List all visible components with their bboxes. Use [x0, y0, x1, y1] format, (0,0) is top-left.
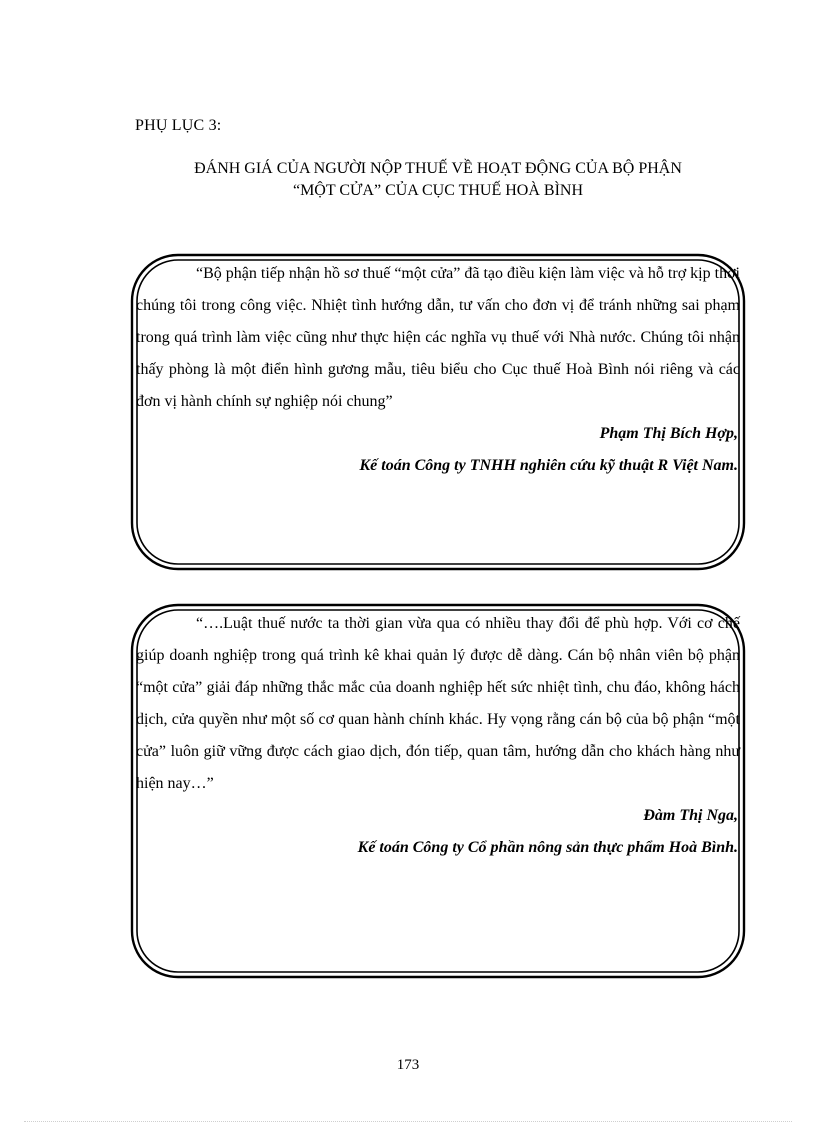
document-title	[100, 158, 776, 202]
testimonial-quote-1: “Bộ phận tiếp nhận hồ sơ thuế “một cửa” đã tạo điều kiện làm việc và hỗ trợ kịp thời chúng tôi trong công việc. Nhiệt tình hướng dẫn, tư vấn cho đơn vị để tránh những sai phạm trong quá trình làm việc cũng như thực hiện các nghĩa vụ thuế với Nhà nước. Chúng tôi nhận thấy phòng là một điển hình gương mẫu, tiêu biểu cho Cục thuế Hoà Bình nói riêng và các đơn vị hành chính sự nghiệp nói chung”	[136, 265, 740, 410]
appendix-label: PHỤ LỤC 3:	[135, 117, 222, 134]
testimonial-author-name-2: Đàm Thị Nga,	[643, 807, 738, 824]
testimonial-box-1	[130, 253, 746, 571]
page-number: 173	[396, 1057, 420, 1073]
testimonial-body-2	[136, 608, 740, 864]
page-bottom-rule	[24, 1121, 792, 1122]
document-title-line-1: ĐÁNH GIÁ CỦA NGƯỜI NỘP THUẾ VỀ HOẠT ĐỘNG CỦA BỘ PHẬN	[194, 160, 682, 177]
testimonial-author-role-1: Kế toán Công ty TNHH nghiên cứu kỹ thuật R Việt Nam.	[359, 457, 738, 474]
document-title-line-2: “MỘT CỬA” CỦA CỤC THUẾ HOÀ BÌNH	[292, 182, 584, 199]
testimonial-body-1	[136, 258, 740, 482]
testimonial-author-role-2: Kế toán Công ty Cổ phần nông sản thực phẩm Hoà Bình.	[357, 839, 738, 856]
testimonial-box-2	[130, 603, 746, 979]
testimonial-author-name-1: Phạm Thị Bích Hợp,	[599, 425, 738, 442]
testimonial-quote-2: “….Luật thuế nước ta thời gian vừa qua có nhiều thay đổi để phù hợp. Với cơ chế giúp doanh nghiệp trong quá trình kê khai quản lý được dễ dàng. Cán bộ nhân viên bộ phận “một cửa” giải đáp những thắc mắc của doanh nghiệp hết sức nhiệt tình, chu đáo, không hách dịch, cửa quyền như một số cơ quan hành chính khác. Hy vọng rằng cán bộ của bộ phận “một cửa” luôn giữ vững được cách giao dịch, đón tiếp, quan tâm, hướng dẫn cho khách hàng như hiện nay…”	[136, 615, 740, 792]
